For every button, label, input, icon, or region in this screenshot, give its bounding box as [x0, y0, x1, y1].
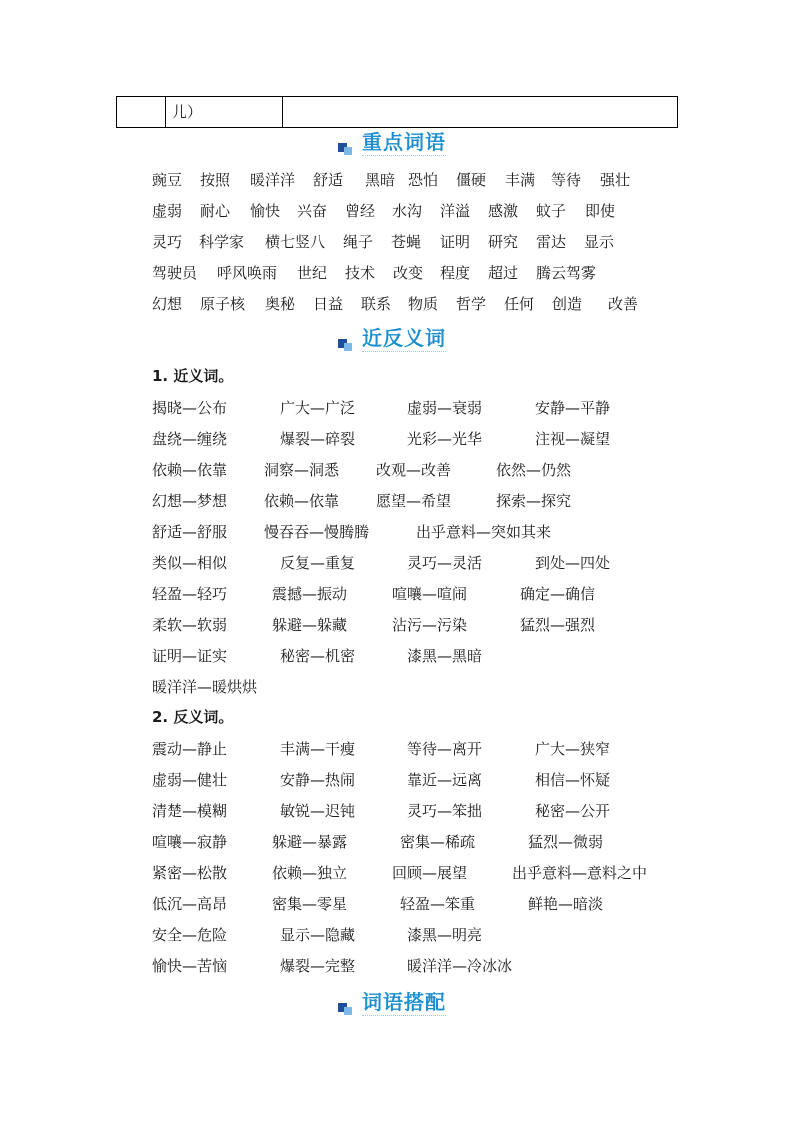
antonym-pair: 愉快—苦恼	[152, 957, 228, 975]
key-word: 科学家	[199, 233, 245, 251]
antonym-pair: 喧嚷—寂静	[152, 833, 228, 851]
antonym-pair: 震动—静止	[152, 740, 228, 758]
key-word: 洋溢	[440, 202, 471, 220]
key-word: 改善	[608, 295, 639, 313]
synonym-pair: 确定—确信	[520, 585, 596, 603]
section-heading-collocation	[338, 988, 446, 1016]
antonym-pair: 低沉—高昂	[152, 895, 228, 913]
synonym-pair: 猛烈—强烈	[520, 616, 596, 634]
square-bullet-icon	[338, 140, 356, 156]
synonym-pair: 愿望—希望	[376, 492, 452, 510]
synonym-pair: 反复—重复	[280, 554, 356, 572]
section-title: 近反义词	[362, 326, 446, 350]
antonym-pair: 紧密—松散	[152, 864, 228, 882]
synonym-pair: 漆黑—黑暗	[407, 647, 483, 665]
synonym-pair: 类似—相似	[152, 554, 228, 572]
antonym-pair: 灵巧—笨拙	[407, 802, 483, 820]
key-word: 奥秘	[265, 295, 296, 313]
key-word: 僵硬	[456, 171, 487, 189]
key-word: 水沟	[392, 202, 423, 220]
key-word: 腾云驾雾	[536, 264, 597, 282]
square-bullet-icon	[338, 1000, 356, 1016]
synonym-pair: 暖洋洋—暖烘烘	[152, 678, 258, 696]
synonym-pair: 轻盈—轻巧	[152, 585, 228, 603]
key-word: 虚弱	[152, 202, 183, 220]
antonyms-subtitle: 2. 反义词。	[152, 708, 234, 726]
key-word: 原子核	[200, 295, 246, 313]
synonym-pair: 虚弱—衰弱	[407, 399, 483, 417]
synonym-pair: 灵巧—灵活	[407, 554, 483, 572]
key-word: 愉快	[250, 202, 281, 220]
top-table-remnant	[116, 96, 678, 128]
key-word: 显示	[584, 233, 615, 251]
key-word: 超过	[488, 264, 519, 282]
key-word: 横七竖八	[265, 233, 326, 251]
key-word: 联系	[361, 295, 392, 313]
key-word: 苍蝇	[391, 233, 422, 251]
synonyms-subtitle: 1. 近义词。	[152, 367, 234, 385]
key-word: 感激	[488, 202, 519, 220]
synonym-pair: 改观—改善	[376, 461, 452, 479]
key-word: 物质	[408, 295, 439, 313]
synonym-pair: 洞察—洞悉	[264, 461, 340, 479]
key-word: 程度	[440, 264, 471, 282]
synonym-pair: 舒适—舒服	[152, 523, 228, 541]
synonym-pair: 喧嚷—喧闹	[392, 585, 468, 603]
key-word: 驾驶员	[152, 264, 198, 282]
antonym-pair: 鲜艳—暗淡	[528, 895, 604, 913]
table-cell	[283, 97, 678, 128]
table-cell	[117, 97, 166, 128]
synonym-pair: 幻想—梦想	[152, 492, 228, 510]
synonym-pair: 慢吞吞—慢腾腾	[264, 523, 370, 541]
antonym-pair: 依赖—独立	[272, 864, 348, 882]
key-word: 哲学	[456, 295, 487, 313]
synonym-pair: 到处—四处	[535, 554, 611, 572]
antonym-pair: 丰满—干瘦	[280, 740, 356, 758]
synonym-pair: 秘密—机密	[280, 647, 356, 665]
key-word: 日益	[313, 295, 344, 313]
antonym-pair: 猛烈—微弱	[528, 833, 604, 851]
section-heading-synonyms-antonyms	[338, 324, 446, 352]
antonym-pair: 等待—离开	[407, 740, 483, 758]
antonym-pair: 显示—隐藏	[280, 926, 356, 944]
key-word: 灵巧	[152, 233, 183, 251]
key-word: 强壮	[600, 171, 631, 189]
key-word: 即使	[585, 202, 616, 220]
key-word: 曾经	[345, 202, 376, 220]
synonym-pair: 安静—平静	[535, 399, 611, 417]
synonym-pair: 依然—仍然	[496, 461, 572, 479]
antonym-pair: 漆黑—明亮	[407, 926, 483, 944]
square-bullet-icon	[338, 336, 356, 352]
key-word: 舒适	[313, 171, 344, 189]
synonym-pair: 注视—凝望	[535, 430, 611, 448]
synonym-pair: 柔软—软弱	[152, 616, 228, 634]
synonym-pair: 盘绕—缠绕	[152, 430, 228, 448]
section-title: 词语搭配	[362, 990, 446, 1014]
antonym-pair: 敏锐—迟钝	[280, 802, 356, 820]
key-word: 世纪	[297, 264, 328, 282]
key-word: 绳子	[343, 233, 374, 251]
key-word: 创造	[552, 295, 583, 313]
synonym-pair: 探索—探究	[496, 492, 572, 510]
key-word: 暖洋洋	[250, 171, 296, 189]
synonym-pair: 沾污—污染	[392, 616, 468, 634]
synonym-pair: 光彩—光华	[407, 430, 483, 448]
antonym-pair: 安静—热闹	[280, 771, 356, 789]
key-word: 豌豆	[152, 171, 183, 189]
key-word: 丰满	[505, 171, 536, 189]
antonym-pair: 靠近—远离	[407, 771, 483, 789]
key-word: 技术	[345, 264, 376, 282]
key-word: 呼风唤雨	[217, 264, 278, 282]
key-word: 研究	[488, 233, 519, 251]
key-word: 兴奋	[297, 202, 328, 220]
section-title: 重点词语	[362, 130, 446, 154]
antonym-pair: 密集—零星	[272, 895, 348, 913]
antonym-pair: 相信—怀疑	[535, 771, 611, 789]
antonym-pair: 回顾—展望	[392, 864, 468, 882]
synonym-pair: 震撼—振动	[272, 585, 348, 603]
key-word: 改变	[393, 264, 424, 282]
section-heading-key-words	[338, 128, 446, 156]
antonym-pair: 广大—狭窄	[535, 740, 611, 758]
synonym-pair: 广大—广泛	[280, 399, 356, 417]
synonym-pair: 揭晓—公布	[152, 399, 228, 417]
key-word: 幻想	[152, 295, 183, 313]
key-word: 蚊子	[536, 202, 567, 220]
key-word: 任何	[504, 295, 535, 313]
key-word: 恐怕	[408, 171, 439, 189]
key-word: 按照	[200, 171, 231, 189]
synonym-pair: 依赖—依靠	[152, 461, 228, 479]
synonym-pair: 依赖—依靠	[264, 492, 340, 510]
synonym-pair: 爆裂—碎裂	[280, 430, 356, 448]
antonym-pair: 清楚—模糊	[152, 802, 228, 820]
key-word: 黑暗	[365, 171, 396, 189]
antonym-pair: 安全—危险	[152, 926, 228, 944]
antonym-pair: 暖洋洋—冷冰冰	[407, 957, 513, 975]
synonym-pair: 证明—证实	[152, 647, 228, 665]
synonym-pair: 出乎意料—突如其来	[416, 523, 552, 541]
antonym-pair: 秘密—公开	[535, 802, 611, 820]
antonym-pair: 躲避—暴露	[272, 833, 348, 851]
key-word: 证明	[440, 233, 471, 251]
antonym-pair: 爆裂—完整	[280, 957, 356, 975]
antonym-pair: 虚弱—健壮	[152, 771, 228, 789]
table-cell: 儿）	[166, 97, 283, 128]
antonym-pair: 出乎意料—意料之中	[512, 864, 648, 882]
key-word: 耐心	[200, 202, 231, 220]
antonym-pair: 密集—稀疏	[400, 833, 476, 851]
antonym-pair: 轻盈—笨重	[400, 895, 476, 913]
synonym-pair: 躲避—躲藏	[272, 616, 348, 634]
key-word: 雷达	[536, 233, 567, 251]
key-word: 等待	[551, 171, 582, 189]
